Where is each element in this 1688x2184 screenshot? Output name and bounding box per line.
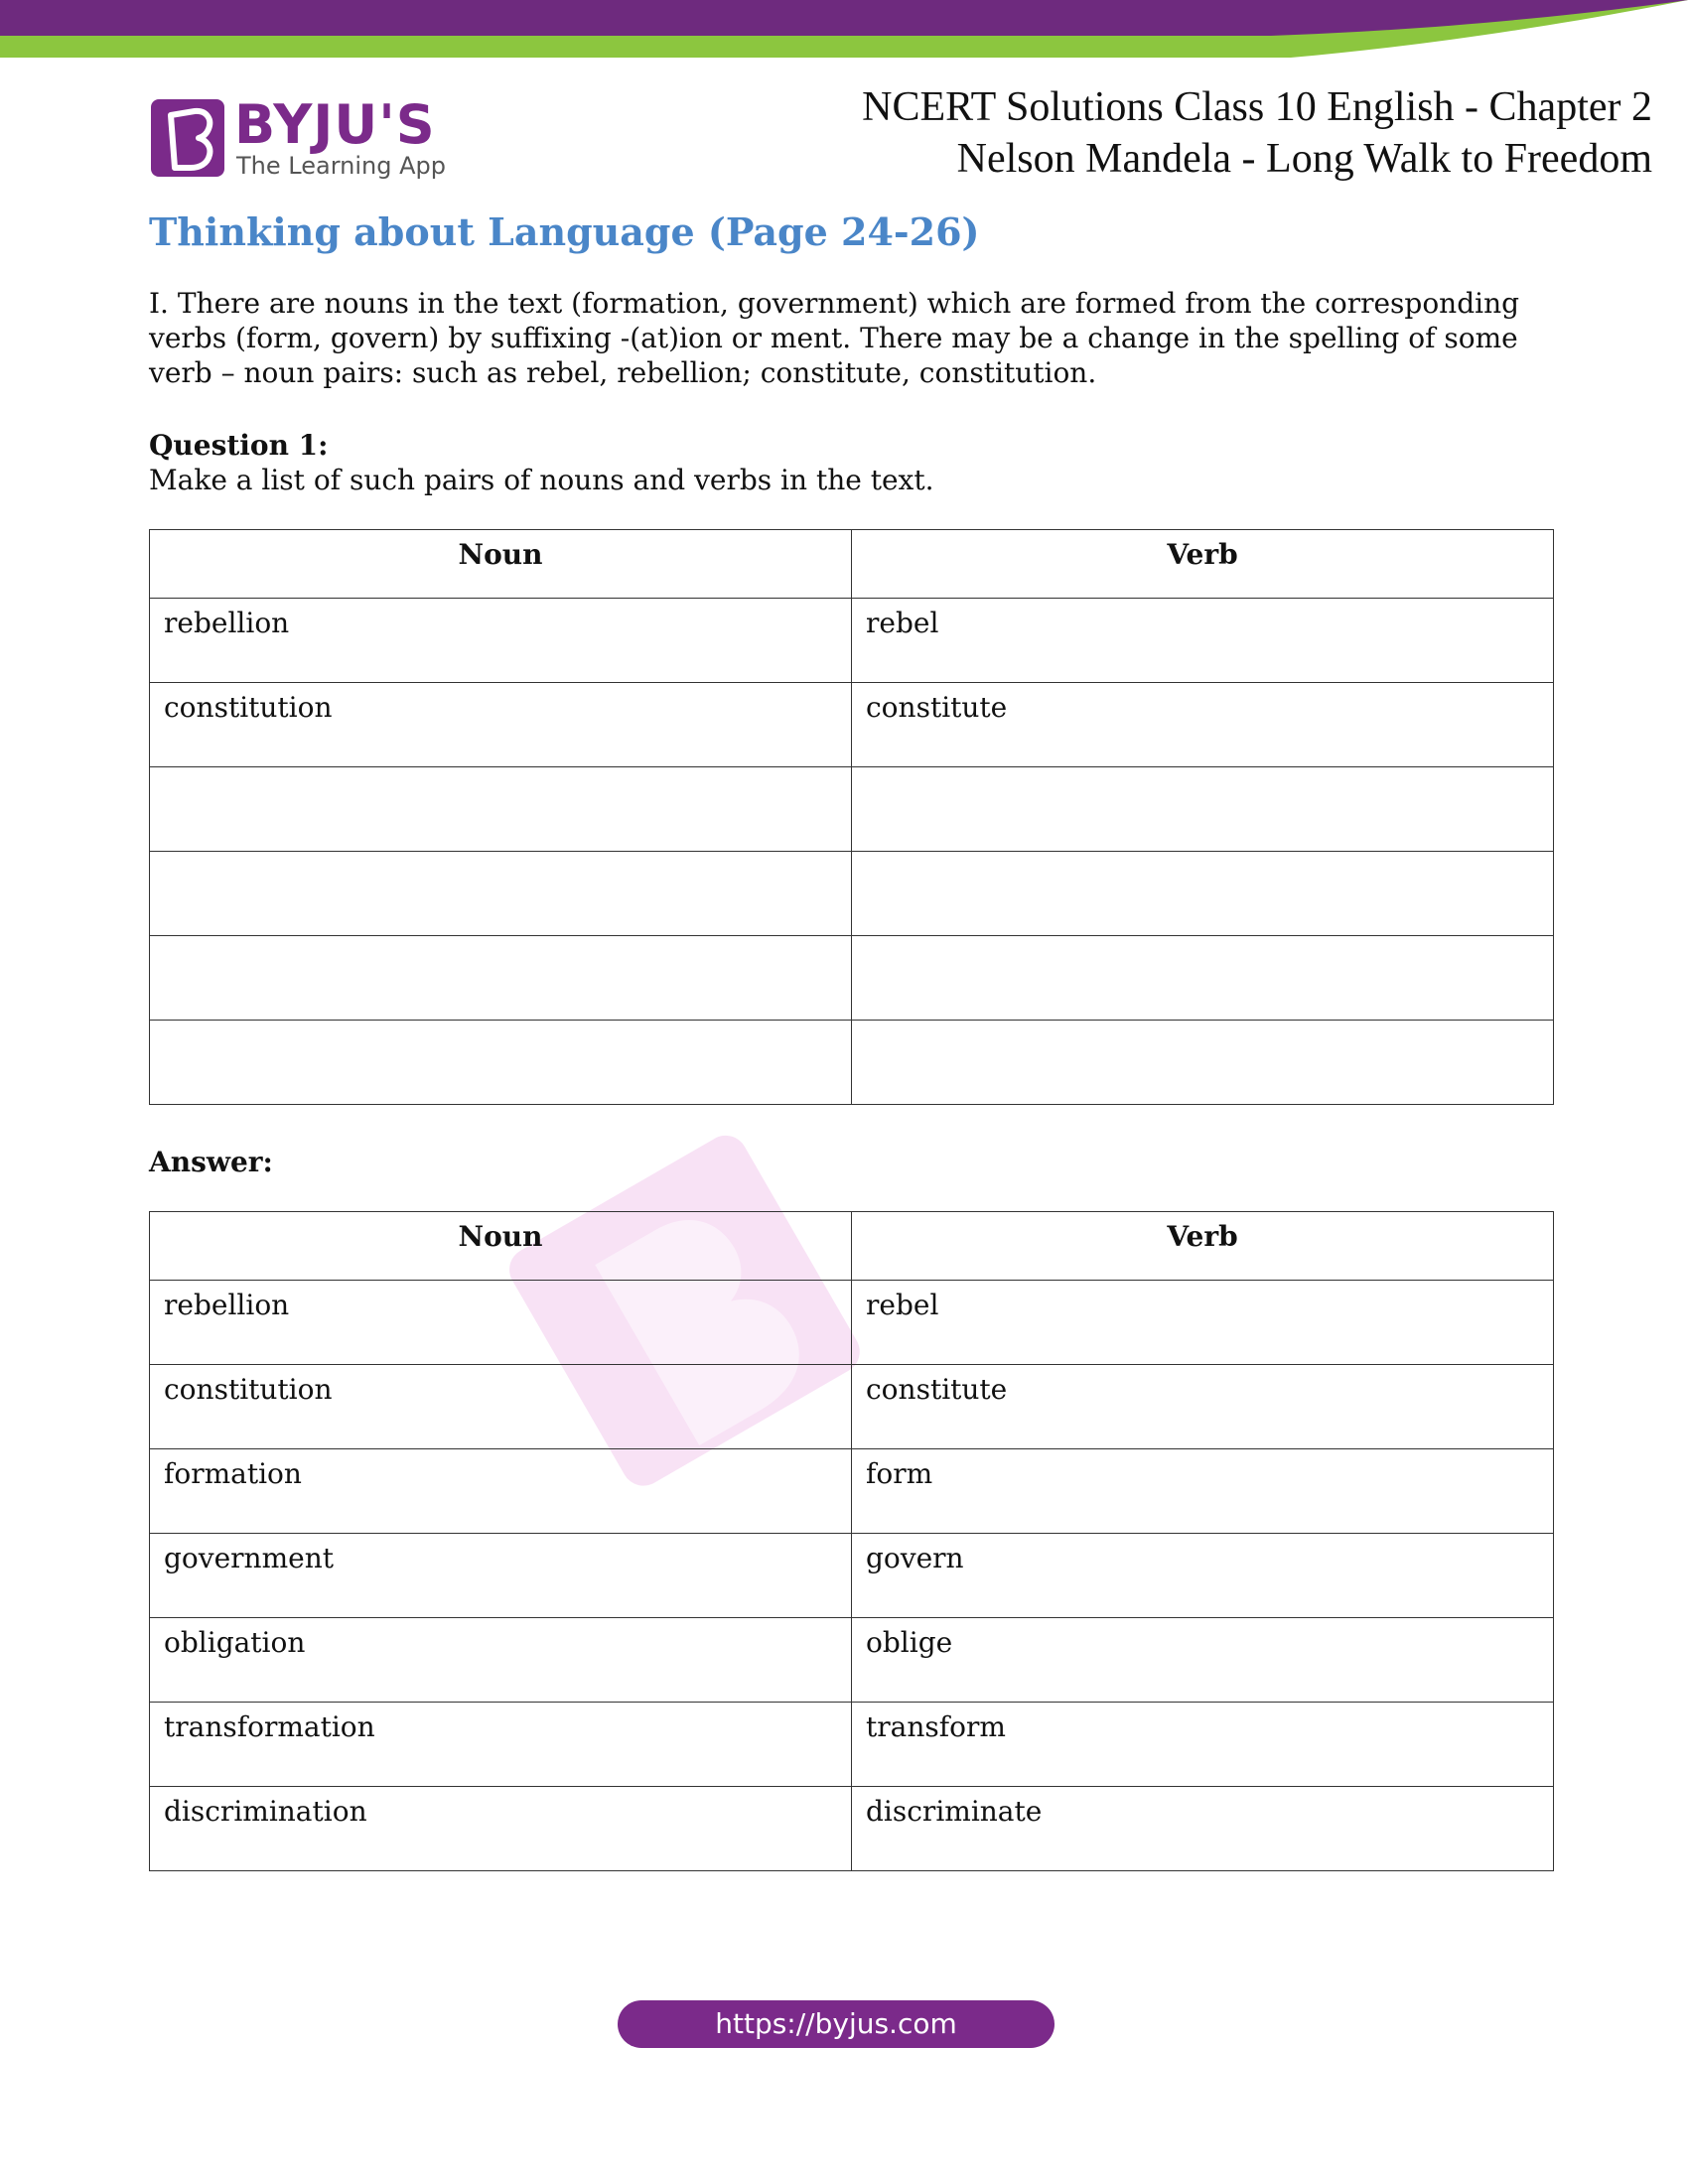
noun-header: Noun <box>150 530 852 599</box>
table-row <box>150 1365 1554 1449</box>
noun-header: Noun <box>150 1212 852 1281</box>
header-line-2: Nelson Mandela - Long Walk to Freedom <box>956 136 1652 182</box>
byjus-logo <box>149 93 447 181</box>
noun-cell: obligation <box>150 1618 852 1703</box>
table-header-row <box>150 1212 1554 1281</box>
table-row <box>150 1281 1554 1365</box>
verb-cell: rebel <box>852 599 1554 683</box>
table-row <box>150 599 1554 683</box>
verb-cell: constitute <box>852 683 1554 767</box>
header-line-1: NCERT Solutions Class 10 English - Chapter 2 <box>862 84 1652 130</box>
table-header-row <box>150 530 1554 599</box>
verb-cell: rebel <box>852 1281 1554 1365</box>
logo-tagline: The Learning App <box>236 152 446 180</box>
answer-table <box>149 1211 1554 1871</box>
section-title: Thinking about Language (Page 24-26) <box>149 209 980 254</box>
top-banner <box>0 0 1688 60</box>
verb-cell <box>852 936 1554 1021</box>
noun-cell: rebellion <box>150 599 852 683</box>
table-row <box>150 1021 1554 1105</box>
verb-cell <box>852 852 1554 936</box>
table-row <box>150 1703 1554 1787</box>
verb-cell: constitute <box>852 1365 1554 1449</box>
intro-paragraph: I. There are nouns in the text (formation, government) which are formed from the corresponding verbs (form, govern) by suffixing -(at)ion or ment. There may be a change in the spelling of some verb – noun pairs: such as rebel, rebellion; constitute, constitution. <box>149 287 1520 389</box>
verb-cell: transform <box>852 1703 1554 1787</box>
verb-cell: oblige <box>852 1618 1554 1703</box>
verb-cell: govern <box>852 1534 1554 1618</box>
noun-cell: transformation <box>150 1703 852 1787</box>
table-row <box>150 852 1554 936</box>
verb-header: Verb <box>852 1212 1554 1281</box>
noun-cell <box>150 936 852 1021</box>
question-table <box>149 529 1554 1105</box>
table-row <box>150 936 1554 1021</box>
table-row <box>150 1787 1554 1871</box>
table-row <box>150 683 1554 767</box>
verb-cell: form <box>852 1449 1554 1534</box>
noun-cell: government <box>150 1534 852 1618</box>
verb-header: Verb <box>852 530 1554 599</box>
table-row <box>150 1449 1554 1534</box>
byjus-logo-icon <box>149 97 226 179</box>
noun-cell <box>150 1021 852 1105</box>
noun-cell: rebellion <box>150 1281 852 1365</box>
verb-cell <box>852 1021 1554 1105</box>
verb-cell <box>852 767 1554 852</box>
verb-cell: discriminate <box>852 1787 1554 1871</box>
table-row <box>150 1618 1554 1703</box>
noun-cell: formation <box>150 1449 852 1534</box>
noun-cell: constitution <box>150 1365 852 1449</box>
table-row <box>150 767 1554 852</box>
answer-label: Answer: <box>149 1146 273 1178</box>
noun-cell <box>150 852 852 936</box>
noun-cell: discrimination <box>150 1787 852 1871</box>
document-header <box>862 81 1652 185</box>
question-text: Make a list of such pairs of nouns and verbs in the text. <box>149 464 934 496</box>
table-row <box>150 1534 1554 1618</box>
main-content <box>149 208 1554 1871</box>
noun-cell <box>150 767 852 852</box>
noun-cell: constitution <box>150 683 852 767</box>
footer-url-link[interactable]: https://byjus.com <box>618 2000 1055 2048</box>
question-label: Question 1: <box>149 429 329 462</box>
logo-wordmark: BYJU'S <box>234 93 436 156</box>
